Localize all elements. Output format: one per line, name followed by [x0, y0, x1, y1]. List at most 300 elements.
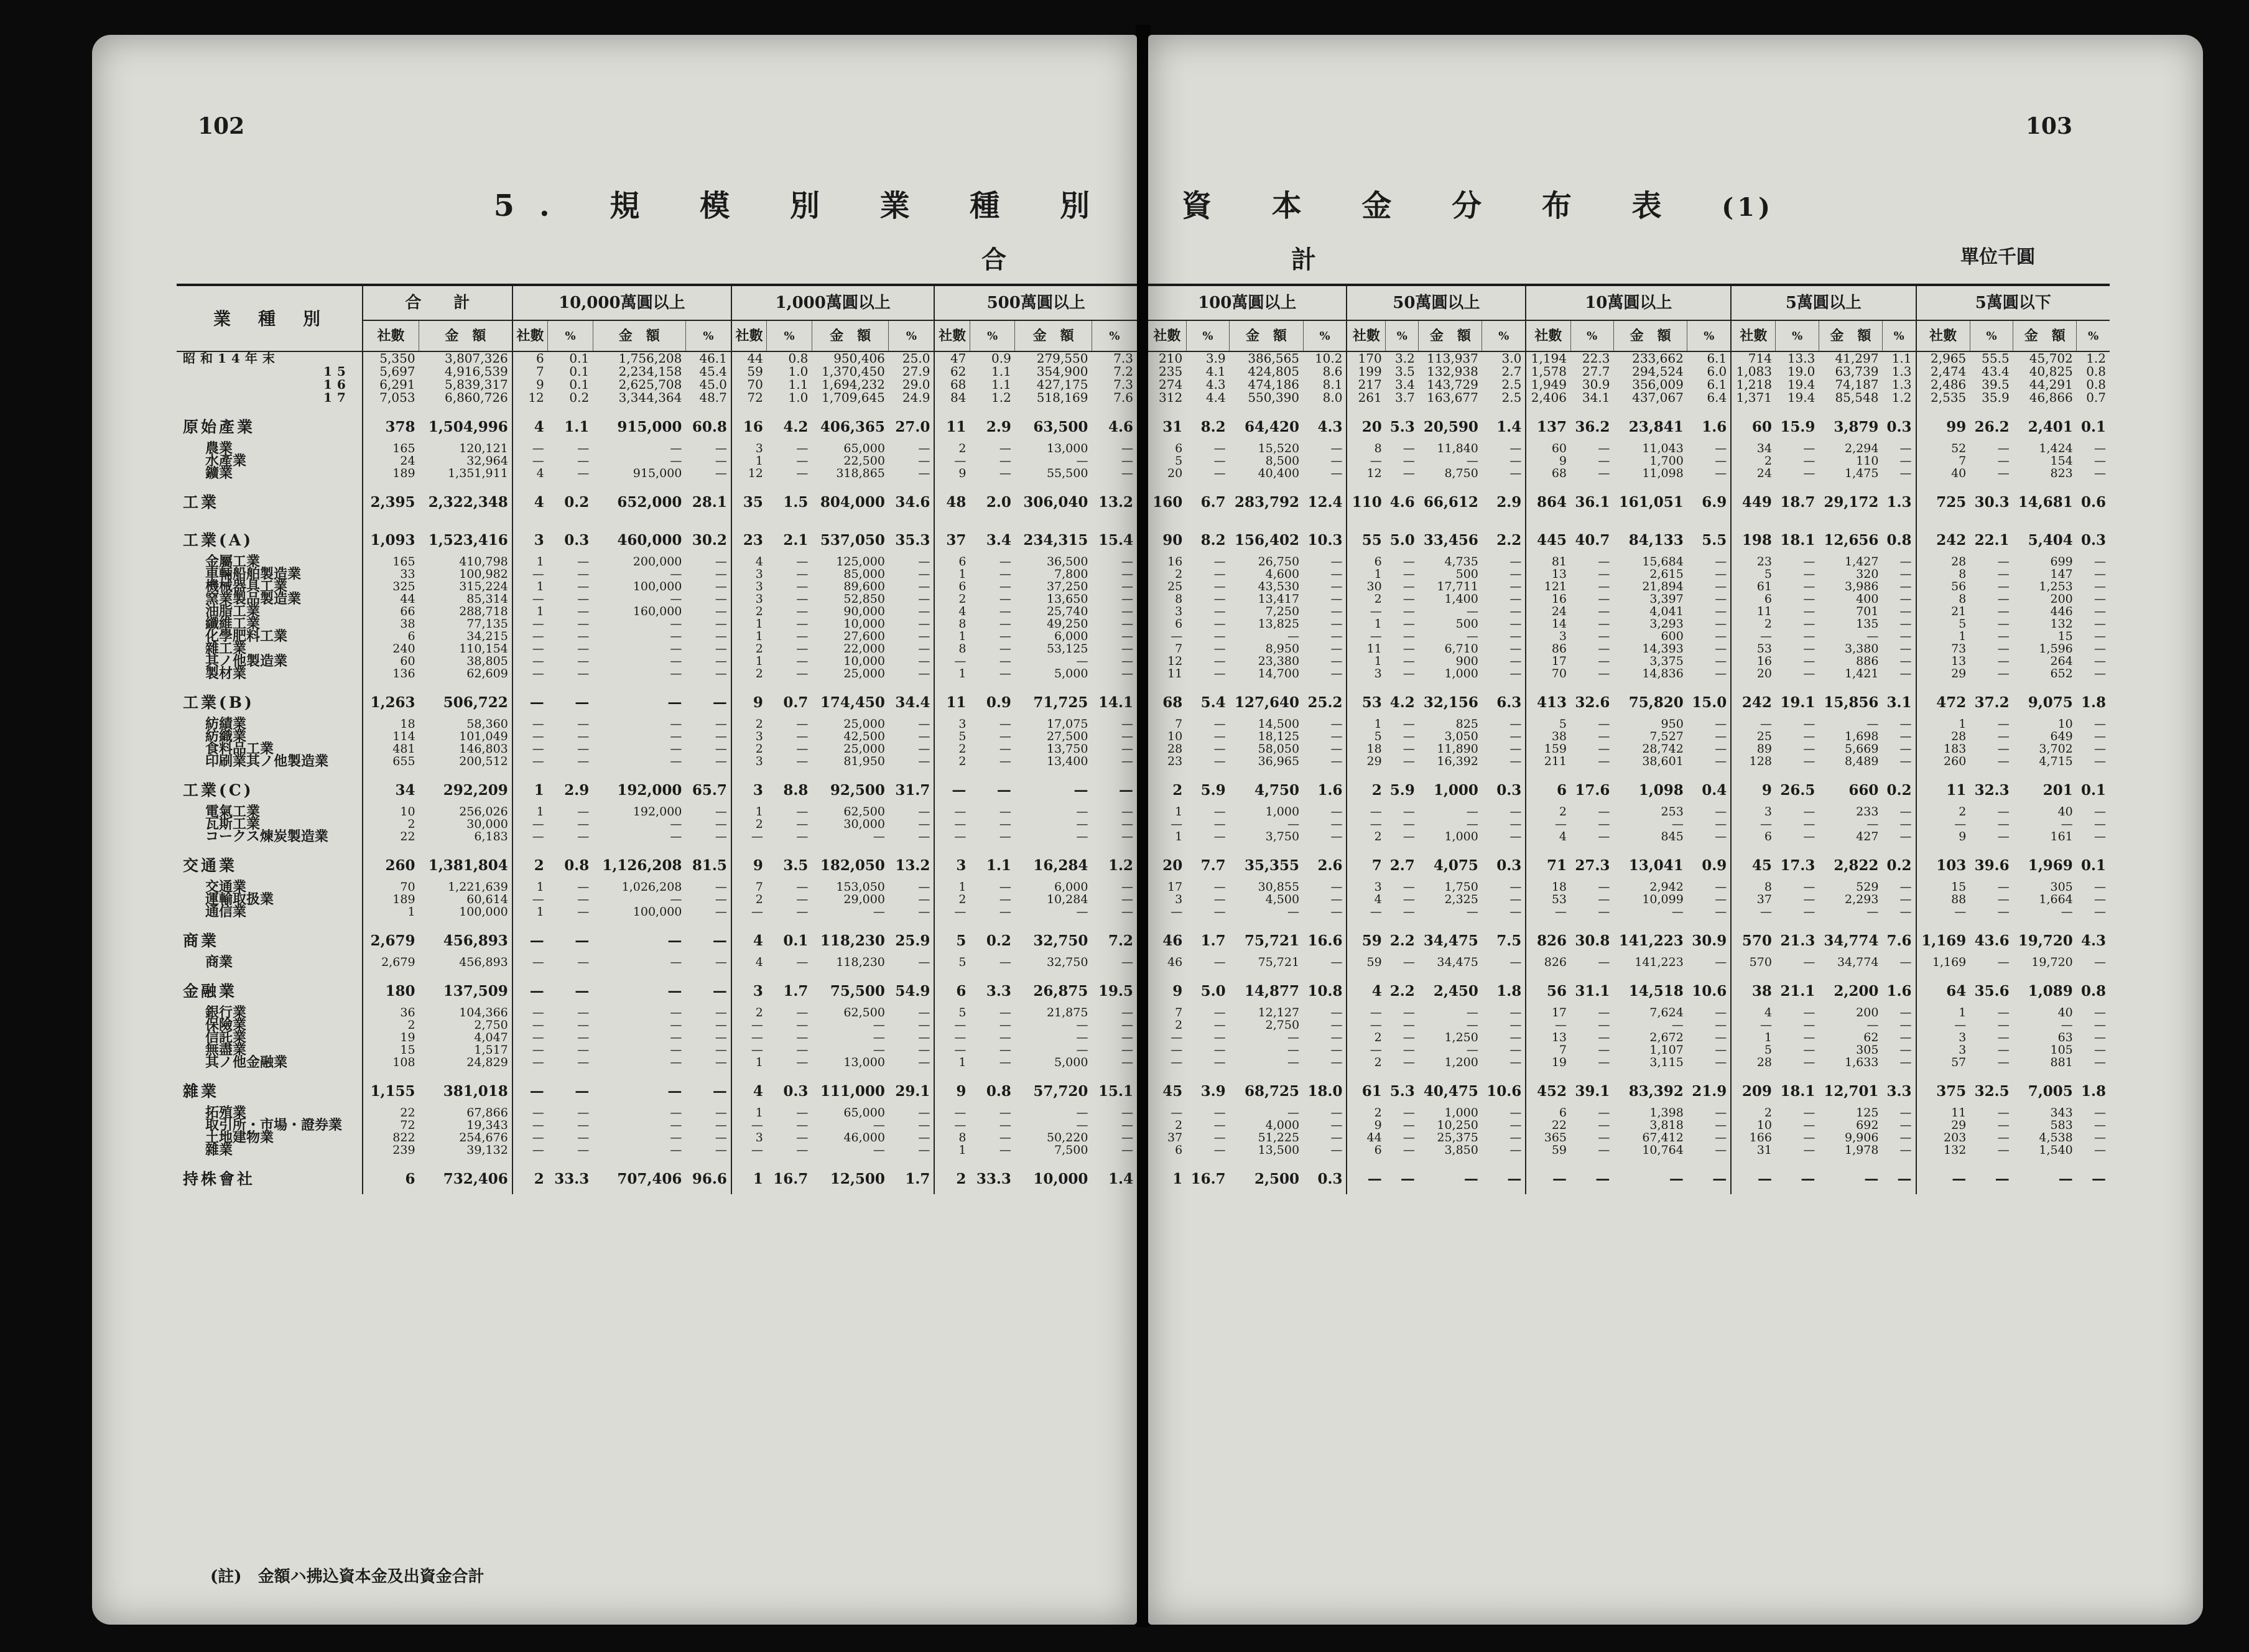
table-row [1148, 480, 2110, 517]
cell: 5 [1526, 718, 1570, 730]
table-row [1148, 593, 2110, 605]
cell: 39.5 [1982, 377, 2010, 392]
cell: — [1715, 830, 1727, 843]
table-right [1148, 286, 2110, 1194]
cell: — [1509, 555, 1522, 568]
cell: 1.2 [1891, 390, 1912, 405]
cell: 14.1 [1098, 694, 1133, 711]
cell: 72 [731, 391, 767, 404]
cell: — [1171, 1031, 1183, 1044]
cell: 5 [1175, 454, 1183, 468]
cell: — [1121, 730, 1133, 743]
cell: — [577, 1006, 590, 1019]
cell: — [2094, 830, 2106, 843]
cell: — [999, 442, 1011, 455]
cell: — [1509, 955, 1522, 969]
cell: — [2094, 567, 2106, 581]
cell: 11 [934, 404, 970, 442]
table-row [1148, 768, 2110, 805]
cell: — [1466, 905, 1478, 919]
cell: — [934, 818, 970, 830]
cell: 1 [731, 655, 767, 667]
cell: 8 [934, 618, 970, 630]
cell: 7 [1526, 1044, 1570, 1056]
cell: 2,500 [1254, 1171, 1300, 1187]
cell: — [1330, 1043, 1343, 1057]
cell: — [1213, 442, 1226, 455]
cell: 0.1 [783, 932, 809, 949]
cell: — [1121, 466, 1133, 480]
cell: 804,000 [820, 494, 885, 511]
cell: 75,721 [1258, 955, 1300, 969]
cell: 36,965 [1258, 754, 1300, 768]
cell: — [1598, 730, 1610, 743]
cell: 40,400 [1258, 466, 1300, 480]
cell: 1.3 [1891, 377, 1912, 392]
cell: 24.9 [902, 390, 930, 405]
cell: 74,187 [1835, 377, 1879, 392]
cell: 8.1 [1322, 377, 1343, 392]
cell: — [1121, 1018, 1133, 1032]
cell: 44 [363, 593, 419, 605]
row-label: コークス煉炭製造業 [205, 828, 328, 845]
cell: 1,089 [2028, 983, 2073, 1000]
cell: — [1803, 955, 1815, 969]
cell: — [918, 1106, 930, 1120]
cell: 40 [2057, 805, 2073, 819]
cell: 85,548 [1835, 390, 1879, 405]
cell: — [2094, 466, 2106, 480]
cell: 31.1 [1575, 983, 1610, 1000]
cell: — [2094, 642, 2106, 656]
cell: — [1899, 1143, 1912, 1157]
cell: — [1403, 805, 1415, 819]
table-row [177, 593, 1137, 605]
cell: 0.8 [2086, 364, 2106, 379]
cell: 3.3 [1886, 1083, 1912, 1100]
cell: — [873, 1118, 885, 1132]
cell: 306,040 [1023, 494, 1088, 511]
cell: — [1121, 1043, 1133, 1057]
cell: — [512, 680, 548, 718]
cell: — [1509, 830, 1522, 843]
cell: — [731, 1144, 767, 1156]
table-row [177, 467, 1137, 480]
cell: 500 [1455, 617, 1478, 631]
cell: 118,230 [820, 932, 885, 949]
cell: — [918, 1143, 930, 1157]
cell: 4 [731, 555, 767, 568]
cell: 233,662 [1632, 351, 1684, 366]
cell: — [1330, 880, 1343, 894]
table-row [1148, 643, 2110, 655]
subtitle-right: 計 [1291, 245, 1316, 274]
cell: — [999, 555, 1011, 568]
cell: — [2094, 654, 2106, 668]
cell: 183 [1916, 743, 1970, 755]
cell: 427 [1856, 830, 1879, 843]
cell: — [1803, 605, 1815, 618]
cell: — [712, 983, 727, 1000]
cell: 39,132 [466, 1143, 508, 1157]
cell: — [1213, 555, 1226, 568]
cell: 21.9 [1692, 1083, 1727, 1100]
cell: 0.1 [2080, 419, 2106, 435]
cell: 11 [934, 680, 970, 718]
cell: — [670, 955, 682, 969]
cell: 34.6 [895, 494, 930, 511]
cell: 81,950 [843, 754, 885, 768]
cell: — [1715, 742, 1727, 756]
cell: 3.5 [783, 857, 809, 874]
cell: 14 [1526, 618, 1570, 630]
cell: 7.6 [1113, 390, 1133, 405]
cell: — [1213, 667, 1226, 680]
cell: — [1598, 1006, 1610, 1019]
cell: — [577, 592, 590, 606]
cell: 7.5 [1496, 932, 1522, 949]
row-label: 通信業 [205, 904, 247, 920]
cell: — [1121, 817, 1133, 831]
cell: 699 [2050, 555, 2073, 568]
cell: 34 [363, 768, 419, 805]
cell: — [1287, 1106, 1300, 1120]
cell: 2 [1916, 805, 1970, 818]
table-row [177, 1019, 1137, 1031]
table-row [1148, 630, 2110, 643]
cell: 62,500 [843, 1006, 885, 1019]
cell: — [1287, 905, 1300, 919]
cell: — [1403, 830, 1415, 843]
cell: 19,720 [2018, 932, 2073, 949]
table-row [1148, 893, 2110, 906]
header-group-100: 100萬圓以上 [1148, 286, 1347, 320]
row-label: 15 [323, 364, 351, 379]
cell: 22 [363, 830, 419, 843]
cell: — [918, 555, 930, 568]
cell: 170 [1347, 351, 1385, 365]
cell: 1.4 [1496, 419, 1522, 435]
cell: — [1803, 454, 1815, 468]
subheader-pct: % [767, 320, 812, 351]
cell: — [577, 1043, 590, 1057]
cell: — [1731, 906, 1776, 918]
cell: — [1598, 1106, 1610, 1120]
row-label: 化學肥料工業 [205, 628, 288, 644]
header-group-5b: 5萬圓以下 [1916, 286, 2110, 320]
cell: — [1997, 442, 2010, 455]
cell: 0.1 [2080, 857, 2106, 874]
cell: 54.9 [895, 983, 930, 1000]
cell: 22 [363, 1107, 419, 1119]
table-row [1148, 755, 2110, 768]
cell: 1,398 [1649, 1106, 1684, 1120]
cell: — [1997, 1056, 2010, 1069]
cell: — [796, 642, 809, 656]
table-row [177, 667, 1137, 680]
cell: 3 [731, 580, 767, 593]
cell: — [1598, 605, 1610, 618]
table-row [177, 893, 1137, 906]
cell: 43.4 [1982, 364, 2010, 379]
cell: 34,215 [466, 629, 508, 643]
cell: 13,041 [1628, 857, 1684, 874]
cell: 3 [1526, 630, 1570, 643]
table-row [1148, 455, 2110, 467]
cell: — [512, 618, 548, 630]
cell: 15 [363, 1044, 419, 1056]
cell: — [715, 555, 727, 568]
cell: — [715, 617, 727, 631]
cell: — [1330, 893, 1343, 906]
cell: 1.8 [1496, 983, 1522, 1000]
cell: 1,083 [1731, 365, 1776, 378]
cell: 8.2 [1200, 532, 1226, 549]
cell: 2,395 [363, 480, 419, 517]
cell: 199 [1347, 365, 1385, 378]
table-row [1148, 918, 2110, 956]
cell: 18 [1347, 743, 1385, 755]
cell: — [934, 1019, 970, 1031]
cell: — [918, 717, 930, 731]
cell: 881 [2050, 1056, 2073, 1069]
cell: — [918, 955, 930, 969]
cell: 17,711 [1437, 580, 1478, 593]
cell: — [918, 617, 930, 631]
cell: — [918, 1118, 930, 1132]
cell: — [2094, 1056, 2106, 1069]
cell: 120,121 [459, 442, 508, 455]
cell: 18.1 [1780, 1083, 1815, 1100]
subheader-amount: 金 額 [593, 320, 685, 351]
cell: 6 [1347, 555, 1385, 568]
header-group-total: 合 計 [363, 286, 512, 320]
cell: — [918, 817, 930, 831]
cell: 233 [1856, 805, 1879, 819]
cell: 165 [363, 555, 419, 568]
cell: — [1466, 817, 1478, 831]
header-industry: 業 種 別 [177, 286, 363, 351]
cell: 5 [934, 730, 970, 743]
cell: 31 [1162, 419, 1183, 435]
cell: — [670, 654, 682, 668]
cell: — [577, 617, 590, 631]
cell: — [1997, 805, 2010, 819]
cell: 950,406 [833, 351, 885, 366]
cell: 6,860,726 [444, 390, 508, 405]
cell: 1.2 [991, 390, 1011, 405]
cell: — [1801, 1171, 1815, 1187]
cell: — [577, 1018, 590, 1032]
cell: 1 [1916, 1006, 1970, 1019]
cell: — [1899, 1031, 1912, 1044]
cell: 127,640 [1235, 694, 1300, 711]
cell: 5,839,317 [444, 377, 508, 392]
cell: — [999, 893, 1011, 906]
cell: — [1598, 805, 1610, 819]
cell: 49,250 [1046, 617, 1088, 631]
cell: 19.5 [1098, 983, 1133, 1000]
cell: 260 [1916, 755, 1970, 768]
cell: — [1171, 1043, 1183, 1057]
row-label: 商業 [205, 954, 233, 970]
cell: 312 [1159, 390, 1183, 405]
cell: — [1076, 1043, 1088, 1057]
cell: 37 [1167, 1131, 1183, 1144]
cell: 1,000 [1433, 782, 1478, 799]
cell: 132 [2050, 617, 2073, 631]
cell: — [1509, 1006, 1522, 1019]
cell: — [1715, 1043, 1727, 1057]
cell: 13 [1526, 1031, 1570, 1044]
cell: 1 [512, 881, 548, 893]
cell: 1.0 [788, 364, 809, 379]
cell: 15,856 [1824, 694, 1879, 711]
cell: 46 [1167, 955, 1183, 969]
cell: — [1330, 1006, 1343, 1019]
cell: 57 [1916, 1056, 1970, 1069]
table-row [177, 918, 1137, 956]
cell: 34.1 [1582, 390, 1610, 405]
cell: — [715, 805, 727, 819]
row-label: 17 [323, 390, 351, 405]
cell: — [2061, 1018, 2073, 1032]
cell: — [1509, 880, 1522, 894]
cell: 4,041 [1649, 605, 1684, 618]
cell: 16 [1526, 593, 1570, 605]
cell: 200,000 [633, 555, 682, 568]
cell: — [1213, 754, 1226, 768]
cell: 8.0 [1322, 390, 1343, 405]
cell: 70 [363, 881, 419, 893]
cell: 1,000 [1444, 667, 1478, 680]
cell: 60.8 [692, 419, 727, 435]
cell: — [712, 694, 727, 711]
cell: — [1509, 1118, 1522, 1132]
header-group-10: 10萬圓以上 [1526, 286, 1731, 320]
cell: — [512, 755, 548, 768]
cell: — [1403, 629, 1415, 643]
cell: — [796, 667, 809, 680]
cell: 33,456 [1423, 532, 1478, 549]
cell: 12,500 [830, 1171, 885, 1187]
cell: 4,715 [2039, 754, 2073, 768]
cell: 9 [1731, 768, 1776, 805]
cell: 7 [512, 365, 548, 378]
cell: 4.2 [783, 419, 809, 435]
cell: 652,000 [617, 494, 682, 511]
cell: — [1803, 1043, 1815, 1057]
table-row [1148, 391, 2110, 404]
cell: 56 [1916, 580, 1970, 593]
cell: 0.3 [1496, 782, 1522, 799]
cell: 23 [731, 517, 767, 555]
cell: — [1803, 905, 1815, 919]
cell: 1,949 [1526, 378, 1570, 391]
table-row [1148, 467, 2110, 480]
cell: 13.2 [895, 857, 930, 874]
cell: — [1213, 642, 1226, 656]
cell: 83,392 [1628, 1083, 1684, 1100]
cell: — [1598, 754, 1610, 768]
row-label: 食料品工業 [205, 741, 274, 757]
subheader-amount: 金 額 [1015, 320, 1092, 351]
cell: 1,000 [1444, 1106, 1478, 1120]
cell: — [667, 1083, 682, 1100]
cell: 47 [934, 351, 970, 365]
cell: 2,200 [1834, 983, 1879, 1000]
cell: — [796, 1018, 809, 1032]
cell: — [1509, 466, 1522, 480]
cell: 3.4 [1395, 377, 1415, 392]
cell: 27.3 [1575, 857, 1610, 874]
cell: 36 [363, 1006, 419, 1019]
table-row [177, 1156, 1137, 1194]
cell: — [1076, 1018, 1088, 1032]
cell: 62,500 [843, 805, 885, 819]
cell: 25 [1167, 580, 1183, 593]
cell: — [1403, 880, 1415, 894]
cell: 5 [934, 956, 970, 968]
cell: — [715, 905, 727, 919]
cell: 25,000 [843, 742, 885, 756]
cell: — [1997, 754, 2010, 768]
cell: — [1916, 1019, 1970, 1031]
cell: 822 [363, 1131, 419, 1144]
cell: — [1866, 717, 1879, 731]
cell: 62 [1863, 1031, 1879, 1044]
cell: 2.9 [1496, 494, 1522, 511]
cell: — [512, 593, 548, 605]
cell: 68 [1162, 694, 1183, 711]
cell: 53 [1526, 893, 1570, 906]
table-row [1148, 667, 2110, 680]
cell: 21,875 [1046, 1006, 1088, 1019]
cell: — [1213, 1031, 1226, 1044]
cell: — [918, 1043, 930, 1057]
cell: — [577, 1118, 590, 1132]
table-row [1148, 743, 2110, 755]
footnote: (註) 金額ハ拂込資本金及出資金合計 [210, 1567, 485, 1586]
cell: 2.7 [1389, 857, 1415, 874]
cell: 25.0 [902, 351, 930, 366]
cell: — [1731, 630, 1776, 643]
cell: — [1866, 905, 1879, 919]
cell: — [1213, 893, 1226, 906]
cell: — [796, 442, 809, 455]
cell: 20,590 [1423, 419, 1478, 435]
cell: — [1598, 717, 1610, 731]
cell: — [1287, 1031, 1300, 1044]
cell: 3,344,364 [618, 390, 682, 405]
row-label: 16 [323, 377, 351, 392]
cell: — [1121, 1106, 1133, 1120]
cell: 85,314 [466, 592, 508, 606]
cell: 1,756,208 [618, 351, 682, 366]
cell: — [918, 442, 930, 455]
cell: 9 [731, 843, 767, 881]
cell: — [1715, 955, 1727, 969]
cell: 10,764 [1642, 1143, 1684, 1157]
cell: 6.1 [1707, 351, 1727, 366]
cell: — [934, 906, 970, 918]
cell: — [1403, 605, 1415, 618]
cell: 1.1 [991, 377, 1011, 392]
cell: — [1715, 1118, 1727, 1132]
subheader-pct: % [1882, 320, 1916, 351]
cell: 6 [1731, 593, 1776, 605]
cell: — [1330, 442, 1343, 455]
